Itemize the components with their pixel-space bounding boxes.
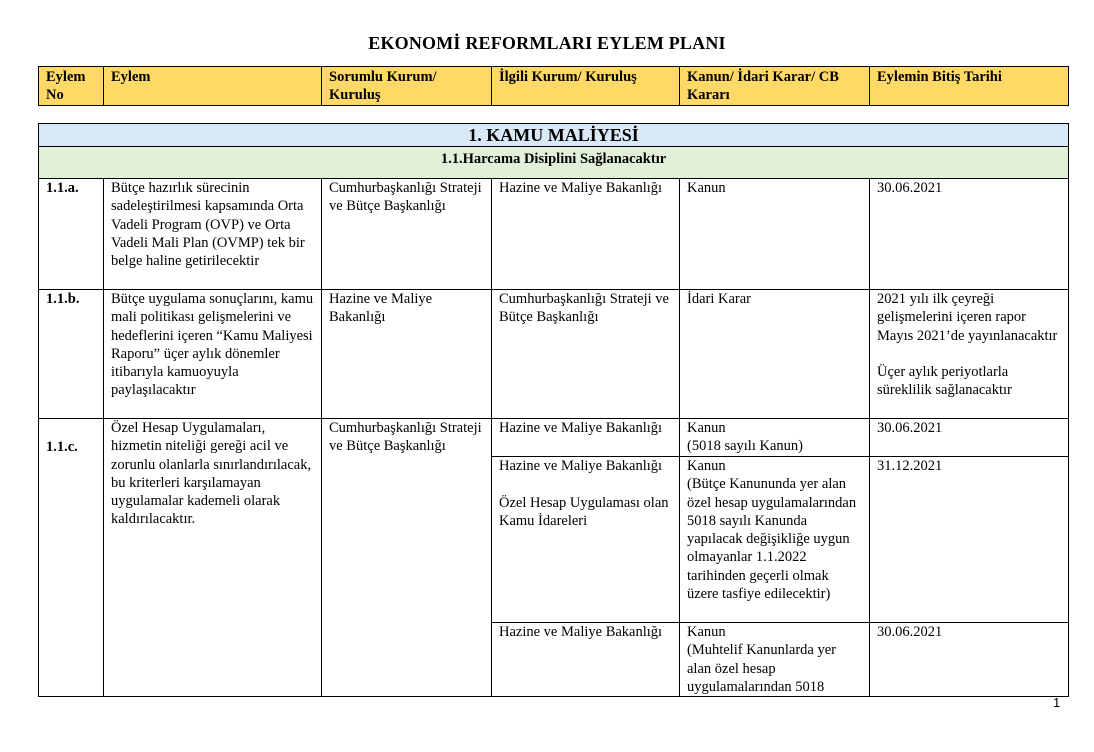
action-description: Bütçe hazırlık sürecinin sadeleştirilmesi kapsamında Orta Vadeli Program (OVP) ve Orta Vadeli Mali Plan (OVMP) tek bir belge haline getirilecektir bbox=[104, 179, 322, 290]
end-date bbox=[870, 290, 1069, 419]
header-related: İlgili Kurum/ Kuruluş bbox=[492, 67, 680, 106]
page-number: 1 bbox=[1053, 695, 1061, 710]
table-row bbox=[39, 290, 1069, 419]
legal-basis bbox=[680, 623, 870, 697]
header-responsible-line2: Kuruluş bbox=[329, 87, 381, 104]
document-title: EKONOMİ REFORMLARI EYLEM PLANI bbox=[368, 33, 726, 53]
related-institution bbox=[492, 457, 680, 623]
end-date: 30.06.2021 bbox=[870, 623, 1069, 697]
related-institution: Hazine ve Maliye Bakanlığı bbox=[492, 623, 680, 697]
header-responsible bbox=[322, 67, 492, 106]
related-institution-line2: Özel Hesap Uygulaması olan Kamu İdareleri bbox=[499, 494, 669, 529]
responsible-institution: Hazine ve Maliye Bakanlığı bbox=[322, 290, 492, 419]
end-date: 30.06.2021 bbox=[870, 179, 1069, 290]
legal-basis-line1: Kanun bbox=[687, 458, 726, 474]
action-description: Özel Hesap Uygulamaları, hizmetin niteliği gereği acil ve zorunlu olanlarla sınırlandırılacak, bu kriterleri karşılamayan uygulamalar kademeli olarak kaldırılacaktır. bbox=[104, 419, 322, 697]
header-table bbox=[38, 66, 1069, 106]
end-date: 30.06.2021 bbox=[870, 419, 1069, 457]
header-legal bbox=[680, 67, 870, 106]
related-institution: Hazine ve Maliye Bakanlığı bbox=[492, 419, 680, 457]
responsible-institution: Cumhurbaşkanlığı Strateji ve Bütçe Başkanlığı bbox=[322, 179, 492, 290]
table-row bbox=[39, 419, 1069, 457]
action-code: 1.1.c. bbox=[39, 419, 104, 697]
legal-basis: İdari Karar bbox=[680, 290, 870, 419]
header-legal-line1: Kanun/ İdari Karar/ CB bbox=[687, 69, 839, 85]
related-institution: Hazine ve Maliye Bakanlığı bbox=[492, 179, 680, 290]
related-institution-line1: Hazine ve Maliye Bakanlığı bbox=[499, 458, 663, 474]
responsible-institution: Cumhurbaşkanlığı Strateji ve Bütçe Başkanlığı bbox=[322, 419, 492, 697]
section-row bbox=[39, 124, 1069, 147]
end-date-line2: Üçer aylık periyotlarla süreklilik sağlanacaktır bbox=[877, 364, 1012, 399]
legal-basis: Kanun bbox=[680, 179, 870, 290]
legal-basis bbox=[680, 457, 870, 623]
section-title: 1. KAMU MALİYESİ bbox=[39, 124, 1069, 147]
subsection-title: 1.1.Harcama Disiplini Sağlanacaktır bbox=[39, 147, 1069, 179]
action-plan-table bbox=[38, 123, 1069, 697]
action-description: Bütçe uygulama sonuçlarını, kamu mali politikası gelişmelerini ve hedeflerini içeren “Kamu Maliyesi Raporu” üçer aylık dönemler itibarıyla kamuoyuyla paylaşılacaktır bbox=[104, 290, 322, 419]
header-legal-line2: Kararı bbox=[687, 87, 730, 104]
header-responsible-line1: Sorumlu Kurum/ bbox=[329, 69, 437, 85]
legal-basis bbox=[680, 419, 870, 457]
header-action-no-line1: Eylem bbox=[46, 69, 86, 85]
action-code: 1.1.b. bbox=[39, 290, 104, 419]
related-institution: Cumhurbaşkanlığı Strateji ve Bütçe Başkanlığı bbox=[492, 290, 680, 419]
legal-basis-line1: Kanun bbox=[687, 420, 726, 436]
legal-basis-line1: Kanun bbox=[687, 624, 726, 640]
end-date: 31.12.2021 bbox=[870, 457, 1069, 623]
header-action-no-line2: No bbox=[46, 87, 64, 104]
table-row bbox=[39, 179, 1069, 290]
action-code: 1.1.a. bbox=[39, 179, 104, 290]
subsection-row bbox=[39, 147, 1069, 179]
legal-basis-line2: (Bütçe Kanununda yer alan özel hesap uygulamalarından 5018 sayılı Kanunda yapılacak değişikliğe uygun olmayanlar 1.1.2022 tarihinden geçerli olmak üzere tasfiye edilecektir) bbox=[687, 476, 857, 603]
legal-basis-line2: (5018 sayılı Kanun) bbox=[687, 438, 803, 455]
header-row bbox=[39, 67, 1069, 106]
legal-basis-line2: (Muhtelif Kanunlarda yer alan özel hesap uygulamalarından 5018 bbox=[687, 642, 836, 695]
header-action-no bbox=[39, 67, 104, 106]
header-end-date: Eylemin Bitiş Tarihi bbox=[870, 67, 1069, 106]
header-action: Eylem bbox=[104, 67, 322, 106]
end-date-line1: 2021 yılı ilk çeyreği gelişmelerini içeren rapor Mayıs 2021’de yayınlanacaktır bbox=[877, 291, 1058, 344]
